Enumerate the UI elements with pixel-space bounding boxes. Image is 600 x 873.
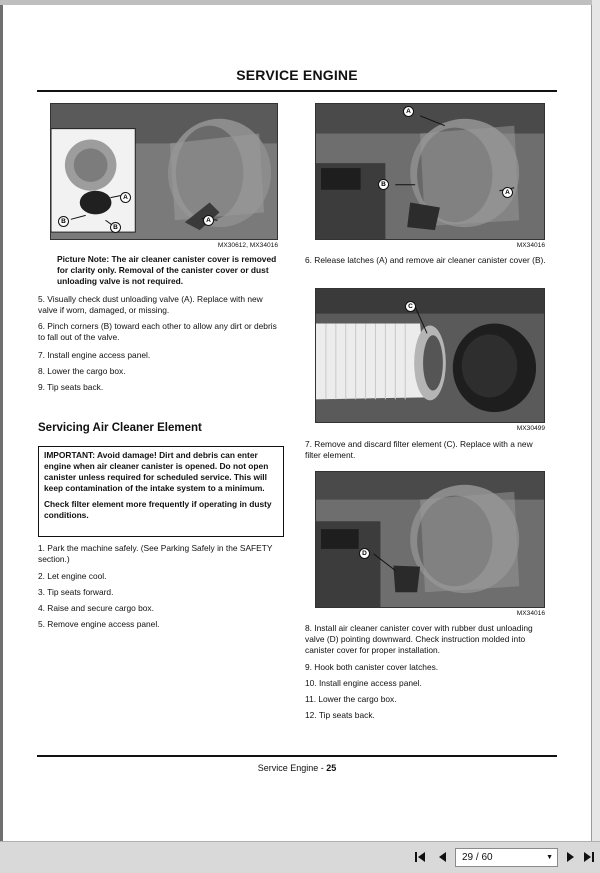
callout-label: B: [378, 179, 389, 190]
photo-canister-cover-installed: [315, 471, 545, 608]
callout-label: A: [403, 106, 414, 117]
step-item: 11. Lower the cargo box.: [305, 694, 397, 704]
important-box: [38, 446, 284, 537]
step-item: 3. Tip seats forward.: [38, 587, 114, 597]
photo-caption: MX34016: [516, 610, 545, 617]
photo-caption: MX34016: [516, 242, 545, 249]
step-item: 4. Raise and secure cargo box.: [38, 603, 154, 613]
step-item: 7. Remove and discard filter element (C). Replace with a new filter element.: [305, 439, 533, 460]
photo-caption: MX30499: [516, 425, 545, 432]
next-page-icon[interactable]: [564, 850, 578, 864]
picture-note: Picture Note: The air cleaner canister cover is removed for clarity only. Removal of the canister cover or dust unloading valve is not required.: [57, 254, 277, 286]
document-page: [0, 5, 592, 841]
callout-label: A: [502, 187, 513, 198]
important-text: IMPORTANT: Avoid damage! Dirt and debris can enter engine when air cleaner canister is opened. Do not open canister unless required for scheduled service. This will keep contamination of the intake system to a minimum.: [44, 450, 269, 493]
page-select[interactable]: [455, 848, 558, 867]
callout-label: B: [110, 222, 121, 233]
step-item: 6. Release latches (A) and remove air cleaner canister cover (B).: [305, 255, 546, 265]
step-item: 2. Let engine cool.: [38, 571, 107, 581]
footer-rule: [37, 755, 557, 757]
photo-canister-latches: [315, 103, 545, 240]
step-item: 7. Install engine access panel.: [38, 350, 151, 360]
previous-page-icon[interactable]: [435, 850, 449, 864]
step-item: 6. Pinch corners (B) toward each other to allow any dirt or debris to fall out of the valve.: [38, 321, 277, 342]
callout-label: C: [405, 301, 416, 312]
page-footer: [37, 763, 557, 773]
step-item: 5. Visually check dust unloading valve (A). Replace with new valve if worn, damaged, or missing.: [38, 294, 263, 315]
step-item: 12. Tip seats back.: [305, 710, 375, 720]
last-page-icon[interactable]: [582, 850, 596, 864]
page-title: SERVICE ENGINE: [236, 67, 358, 83]
section-heading: Servicing Air Cleaner Element: [38, 422, 202, 434]
callout-label: A: [203, 215, 214, 226]
footer-page-number: 25: [326, 763, 337, 773]
step-item: 8. Lower the cargo box.: [38, 366, 126, 376]
page-indicator: 29 / 60: [462, 852, 493, 863]
callout-label: D: [359, 548, 370, 559]
step-item: 5. Remove engine access panel.: [38, 619, 160, 629]
viewer-toolbar: [0, 841, 600, 873]
footer-section: Service Engine -: [257, 763, 327, 773]
important-text: Check filter element more frequently if operating in dusty conditions.: [44, 499, 272, 520]
vertical-scrollbar[interactable]: [592, 0, 600, 841]
title-rule: [37, 90, 557, 92]
callout-label: B: [58, 216, 69, 227]
callout-label: A: [120, 192, 131, 203]
step-item: 1. Park the machine safely. (See Parking Safely in the SAFETY section.): [38, 543, 273, 564]
first-page-icon[interactable]: [413, 850, 427, 864]
step-item: 9. Hook both canister cover latches.: [305, 662, 439, 672]
photo-dust-valve: [50, 103, 278, 240]
photo-filter-element: [315, 288, 545, 423]
step-item: 8. Install air cleaner canister cover with rubber dust unloading valve (D) pointing downward. Check instruction molded into canister cover for proper installation.: [305, 623, 533, 655]
step-item: 9. Tip seats back.: [38, 382, 104, 392]
chevron-down-icon: ▼: [546, 854, 553, 861]
step-item: 10. Install engine access panel.: [305, 678, 422, 688]
photo-caption: MX30612, MX34016: [217, 242, 278, 249]
